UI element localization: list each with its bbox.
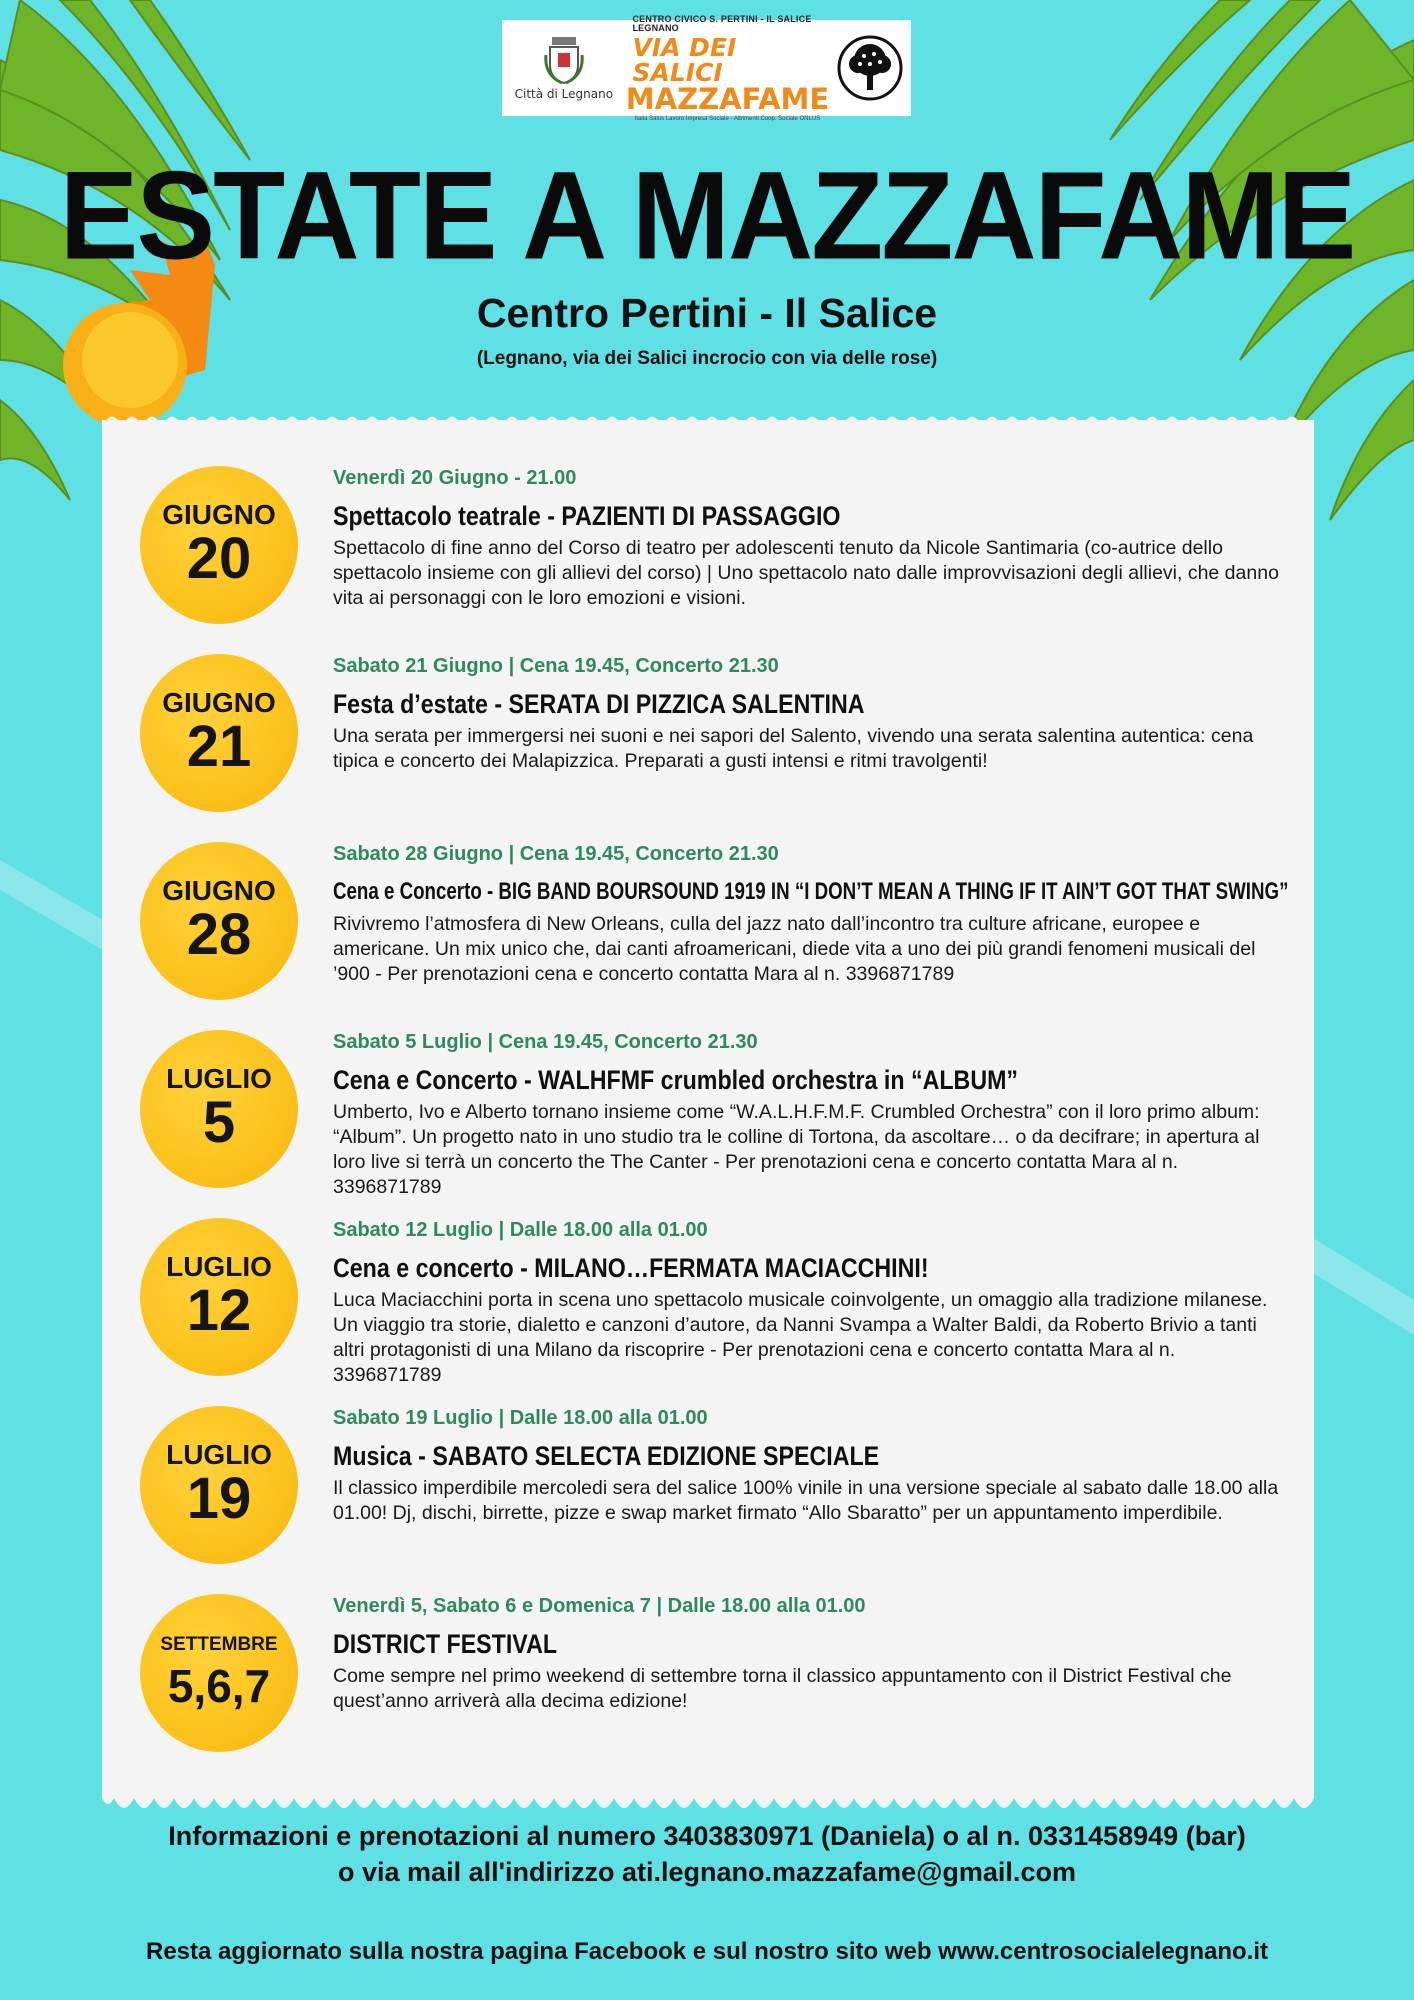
event-title: DISTRICT FESTIVAL [333, 1629, 558, 1659]
event-when: Sabato 5 Luglio | Cena 19.45, Concerto 21.30 [333, 1031, 758, 1053]
tree-logo-icon [836, 34, 904, 102]
logo-line-1: CENTRO CIVICO S. PERTINI - IL SALICE LEGNANO [632, 13, 812, 33]
contact-info [0, 1818, 1414, 1890]
date-day: 28 [186, 901, 252, 967]
event-description: Spettacolo di fine anno del Corso di teatro per adolescenti tenuto da Nicole Santimaria (co-autrice dello spettacolo insieme con gli allievi del corso) | Uno spettacolo nato dalle improvvisazioni degli allievi, che danno vita ai personaggi con le loro emozioni e visioni. [333, 537, 1279, 609]
logo-line-3: MAZZAFAME [625, 81, 830, 116]
event-description: Come sempre nel primo weekend di settembre torna il classico appuntamento con il District Festival che quest’anno arriverà alla decima edizione! [333, 1665, 1232, 1712]
date-day: 5 [202, 1089, 236, 1155]
date-month: LUGLIO [166, 1062, 272, 1094]
venue-location: (Legnano, via dei Salici incrocio con via delle rose) [476, 348, 938, 369]
event-description: Rivivremo l’atmosfera di New Orleans, culla del jazz nato dall’incontro tra culture africane, europee e americane. Un mix unico che, dai canti afroamericani, diede vita a uno dei più grandi fenomeni musicali del ’900 - Per prenotazioni cena e concerto contatta Mara al n. 3396871789 [333, 913, 1256, 985]
sponsor-logo-strip [502, 13, 911, 122]
event-when: Sabato 28 Giugno | Cena 19.45, Concerto 21.30 [333, 843, 779, 865]
date-badge [140, 654, 298, 812]
date-month: LUGLIO [166, 1250, 272, 1282]
date-day: 12 [186, 1277, 252, 1343]
event-description: Il classico imperdibile mercoledi sera del salice 100% vinile in una versione speciale al sabato dalle 18.00 alla 01.00! Dj, dischi, birrette, pizze e swap market firmato “Allo Sbaratto” per un appuntamento imperdibile. [333, 1477, 1279, 1524]
event-title: Festa d’estate - SERATA DI PIZZICA SALENTINA [333, 689, 865, 719]
events-card [102, 420, 1314, 1795]
mazzafame-logo [625, 13, 830, 122]
date-day: 21 [186, 713, 252, 779]
date-badge [140, 466, 298, 624]
logo-line-4: Italia Salus Lavoro Impresa Sociale - Altrimenti Coop. Sociale ONLUS [634, 115, 821, 122]
event-when: Venerdì 5, Sabato 6 e Domenica 7 | Dalle 18.00 alla 01.00 [333, 1595, 866, 1617]
page-title: ESTATE A MAZZAFAME [59, 146, 1355, 286]
event-title: Cena e concerto - MILANO…FERMATA MACIACCHINI! [333, 1253, 929, 1283]
contact-line-2: o via mail all'indirizzo ati.legnano.mazzafame@gmail.com [338, 1857, 1076, 1887]
date-badge [140, 842, 298, 1000]
event-description: Umberto, Ivo e Alberto tornano insieme come “W.A.L.H.F.M.F. Crumbled Orchestra” con il loro primo album: “Album”. Un progetto nato in uno studio tra le colline di Tortona, da ascoltare… o da decifrare; in apertura al loro live si terrà un concerto the The Canter - Per prenotazioni cena e concerto contatta Mara al n. 3396871789 [333, 1101, 1260, 1198]
date-badge [140, 1218, 298, 1376]
event-title: Musica - SABATO SELECTA EDIZIONE SPECIALE [333, 1441, 880, 1471]
event-description: Luca Maciacchini porta in scena uno spettacolo musicale coinvolgente, un omaggio alla tradizione milanese. Un viaggio tra storie, dialetto e canzoni d’autore, da Nanni Svampa a Walter Baldi, da Roberto Brivio a tanti altri protagonisti di una Milano da riscoprire - Per prenotazioni cena e concerto contatta Mara al n. 3396871789 [333, 1289, 1268, 1386]
event-when: Sabato 21 Giugno | Cena 19.45, Concerto 21.30 [333, 655, 779, 677]
date-month: LUGLIO [166, 1438, 272, 1470]
date-day: 19 [186, 1465, 252, 1531]
date-month: GIUGNO [162, 686, 276, 718]
logo-line-2: VIA DEI SALICI [632, 32, 737, 87]
event-when: Sabato 12 Luglio | Dalle 18.00 alla 01.00 [333, 1219, 708, 1241]
date-day: 5,6,7 [167, 1660, 271, 1713]
city-logo [509, 35, 619, 101]
date-month: GIUGNO [162, 498, 276, 530]
event-title: Cena e Concerto - BIG BAND BOURSOUND 1919 IN “I DON’T MEAN A THING IF IT AIN’T GOT THAT SWING” [333, 878, 1289, 905]
date-month: GIUGNO [162, 874, 276, 906]
city-crest-icon [544, 35, 584, 85]
date-badge [140, 1030, 298, 1188]
event-title: Cena e Concerto - WALHFMF crumbled orchestra in “ALBUM” [333, 1065, 1019, 1095]
event-title: Spettacolo teatrale - PAZIENTI DI PASSAGGIO [333, 501, 841, 531]
event-description: Una serata per immergersi nei suoni e nei sapori del Salento, vivendo una serata salentina autentica: cena tipica e concerto dei Malapizzica. Preparati a gusti intensi e ritmi travolgenti! [333, 725, 1254, 772]
social-info: Resta aggiornato sulla nostra pagina Facebook e sul nostro sito web www.centrosocialelegnano.it [146, 1938, 1268, 1965]
date-day: 20 [186, 525, 252, 591]
date-badge [140, 1406, 298, 1564]
date-badge [140, 1594, 298, 1752]
contact-line-1: Informazioni e prenotazioni al numero 3403830971 (Daniela) o al n. 0331458949 (bar) [168, 1821, 1246, 1851]
city-logo-caption: Città di Legnano [514, 87, 614, 101]
venue-subtitle: Centro Pertini - Il Salice [476, 290, 938, 336]
event-when: Venerdì 20 Giugno - 21.00 [333, 467, 577, 489]
event-when: Sabato 19 Luglio | Dalle 18.00 alla 01.00 [333, 1407, 708, 1429]
date-month: SETTEMBRE [160, 1634, 278, 1656]
